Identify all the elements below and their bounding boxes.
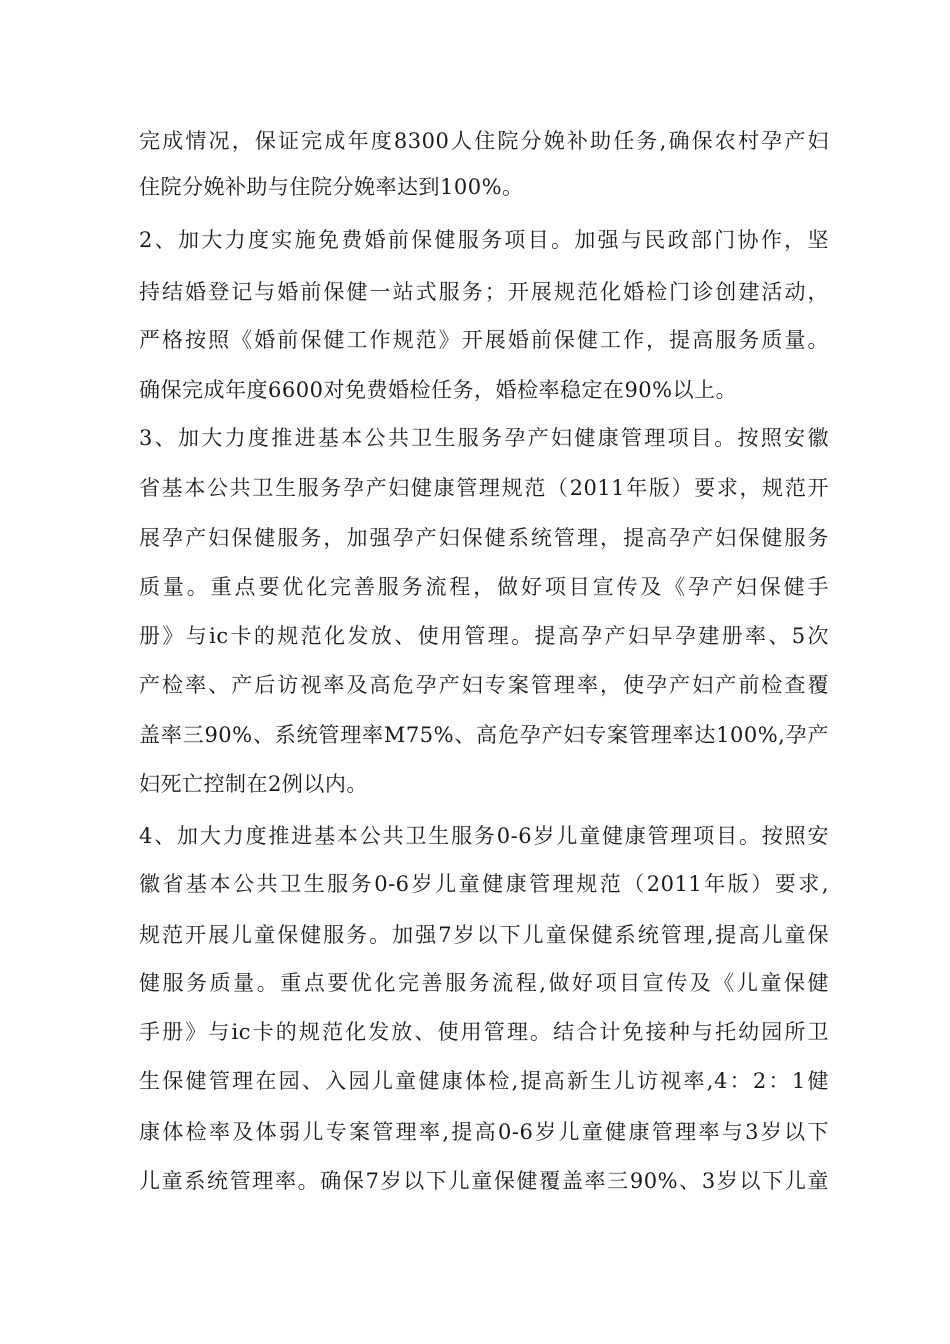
text-line: 严格按照《婚前保健工作规范》开展婚前保健工作，提高服务质量。 xyxy=(139,328,829,352)
text-line: 手册》与ic卡的规范化发放、使用管理。结合计免接种与托幼园所卫 xyxy=(139,1020,829,1044)
text-line: 儿童系统管理率。确保7岁以下儿童保健覆盖率三90%、3岁以下儿童 xyxy=(139,1169,829,1193)
paragraph-3-line: 3、加大力度推进基本公共卫生服务孕产妇健康管理项目。按照安徽 xyxy=(139,426,829,450)
text-line: 妇死亡控制在2例以内。 xyxy=(139,772,368,796)
text-line: 省基本公共卫生服务孕产妇健康管理规范（2011年版）要求，规范开 xyxy=(139,476,829,500)
text-line: 规范开展儿童保健服务。加强7岁以下儿童保健系统管理,提高儿童保 xyxy=(139,923,829,947)
text-line: 健服务质量。重点要优化完善服务流程,做好项目宣传及《儿童保健 xyxy=(139,971,829,995)
text-line: 生保健管理在园、入园儿童健康体检,提高新生儿访视率,4：2：1健 xyxy=(139,1069,829,1093)
text-line: 康体检率及体弱儿专案管理率,提高0-6岁儿童健康管理率与3岁以下 xyxy=(139,1120,829,1144)
text-line: 徽省基本公共卫生服务0-6岁儿童健康管理规范（2011年版）要求, xyxy=(139,872,829,896)
text-line: 展孕产妇保健服务，加强孕产妇保健系统管理，提高孕产妇保健服务 xyxy=(139,526,829,550)
text-line: 完成情况，保证完成年度8300人住院分娩补助任务,确保农村孕产妇 xyxy=(139,129,829,153)
paragraph-4-line: 4、加大力度推进基本公共卫生服务0-6岁儿童健康管理项目。按照安 xyxy=(139,824,829,848)
text-line: 住院分娩补助与住院分娩率达到100%。 xyxy=(139,175,524,199)
text-line: 确保完成年度6600对免费婚检任务，婚检率稳定在90%以上。 xyxy=(139,378,738,402)
text-line: 产检率、产后访视率及高危孕产妇专案管理率，使孕产妇产前检查覆 xyxy=(139,673,829,697)
text-line: 质量。重点要优化完善服务流程，做好项目宣传及《孕产妇保健手 xyxy=(139,575,829,599)
text-line: 盖率三90%、系统管理率M75%、高危孕产妇专案管理率达100%,孕产 xyxy=(139,723,829,747)
text-line: 册》与ic卡的规范化发放、使用管理。提高孕产妇早孕建册率、5次 xyxy=(139,624,829,648)
text-line: 持结婚登记与婚前保健一站式服务；开展规范化婚检门诊创建活动， xyxy=(139,280,829,304)
paragraph-2-line: 2、加大力度实施免费婚前保健服务项目。加强与民政部门协作，坚 xyxy=(139,228,829,252)
